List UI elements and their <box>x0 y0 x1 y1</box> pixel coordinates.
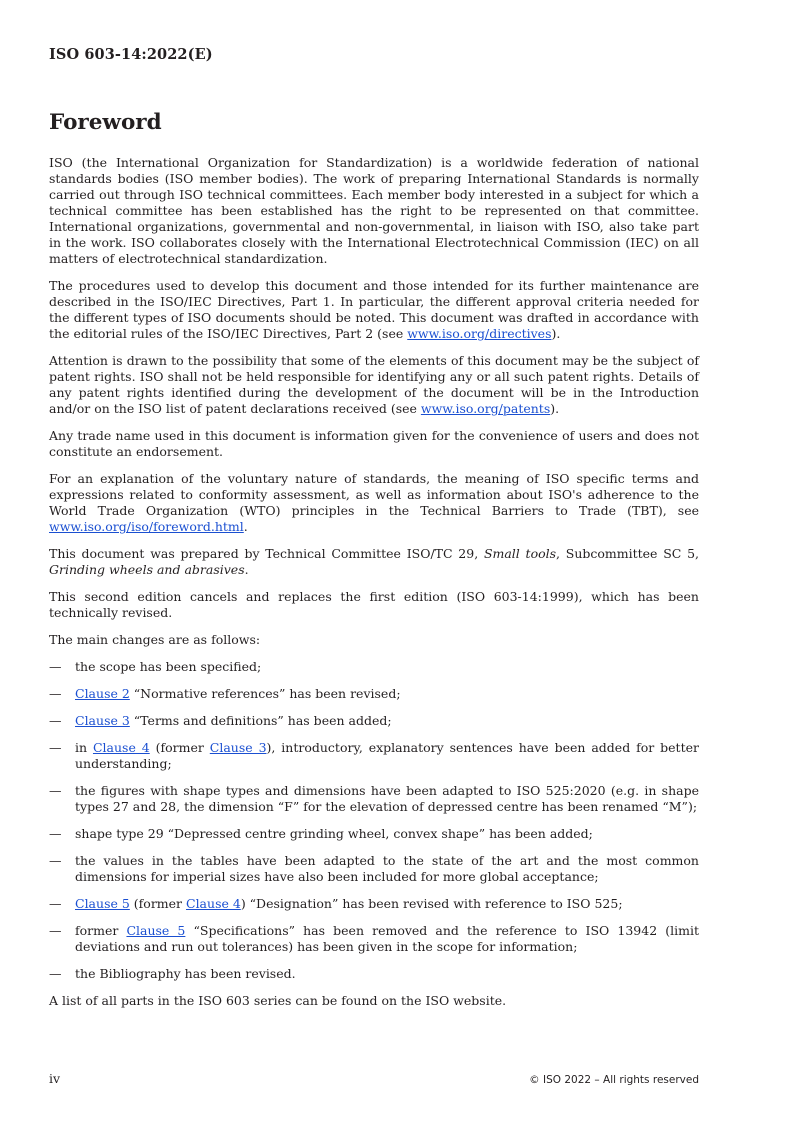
clause-3-link[interactable]: Clause 3 <box>209 740 267 755</box>
paragraph-procedures: The procedures used to develop this document and those intended for its further maintenance are described in the ISO/IEC Directives, Part 1. In particular, the different approval criteria needed for the different types of ISO documents should be noted. This document was drafted in accordance with the editorial rules of the ISO/IEC Directives, Part 2 (see www.iso.org/directives). <box>49 278 699 341</box>
directives-link[interactable]: www.iso.org/directives <box>407 326 552 341</box>
list-item: — former Clause 5 “Specifications” has been removed and the reference to ISO 13942 (limit deviations and run out tolerances) has been given in the scope for information; <box>49 923 699 954</box>
paragraph-patents: Attention is drawn to the possibility that some of the elements of this document may be the subject of patent rights. ISO shall not be held responsible for identifying any or all such patent rights. Details of any patent rights identified during the development of the document will be in the Introduction and/or on the ISO list of patent declarations received (see www.iso.org/patents). <box>49 353 699 416</box>
list-item: — the values in the tables have been adapted to the state of the art and the most common dimensions for imperial sizes have also been included for more global acceptance; <box>49 853 699 884</box>
clause-3-link[interactable]: Clause 3 <box>75 713 130 728</box>
list-item: — the Bibliography has been revised. <box>49 966 296 981</box>
foreword-link[interactable]: www.iso.org/iso/foreword.html <box>49 519 244 534</box>
page-number: iv <box>49 1071 61 1086</box>
list-item: — in Clause 4 (former Clause 3), introductory, explanatory sentences have been added for better understanding; <box>49 740 699 771</box>
changes-list <box>49 659 699 982</box>
clause-4-link[interactable]: Clause 4 <box>186 896 241 911</box>
list-item: — the scope has been specified; <box>49 659 262 674</box>
list-item: — Clause 3 “Terms and definitions” has been added; <box>49 713 392 728</box>
patents-link[interactable]: www.iso.org/patents <box>420 401 551 416</box>
list-item: — Clause 2 “Normative references” has been revised; <box>49 686 401 701</box>
clause-5-link[interactable]: Clause 5 <box>75 896 130 911</box>
clause-4-link[interactable]: Clause 4 <box>92 740 150 755</box>
paragraph-iso-intro: ISO (the International Organization for Standardization) is a worldwide federation of national standards bodies (ISO member bodies). The work of preparing International Standards is normally carried out through ISO technical committees. Each member body interested in a subject for which a technical committee has been established has the right to be represented on that committee. International organizations, governmental and non-governmental, in liaison with ISO, also take part in the work. ISO collaborates closely with the International Electrotechnical Commission (IEC) on all matters of electrotechnical standardization. <box>49 155 699 266</box>
paragraph-main-changes: The main changes are as follows: <box>49 632 261 647</box>
list-item: — the figures with shape types and dimensions have been adapted to ISO 525:2020 (e.g. in shape types 27 and 28, the dimension “F” for the elevation of depressed centre has been renamed “M”); <box>49 783 699 814</box>
list-item: — shape type 29 “Depressed centre grinding wheel, convex shape” has been added; <box>49 826 593 841</box>
page-title: Foreword <box>49 110 162 135</box>
foreword-body <box>49 155 699 1020</box>
paragraph-series-parts: A list of all parts in the ISO 603 series can be found on the ISO website. <box>49 993 507 1008</box>
clause-2-link[interactable]: Clause 2 <box>75 686 130 701</box>
paragraph-committee: This document was prepared by Technical Committee ISO/TC 29, Small tools, Subcommittee SC 5, Grinding wheels and abrasives. <box>49 546 699 577</box>
paragraph-trade-name: Any trade name used in this document is information given for the convenience of users and does not constitute an endorsement. <box>49 428 699 459</box>
paragraph-voluntary-nature: For an explanation of the voluntary nature of standards, the meaning of ISO specific terms and expressions related to conformity assessment, as well as information about ISO's adherence to the World Trade Organization (WTO) principles in the Technical Barriers to Trade (TBT), see www.iso.org/iso/foreword.html. <box>49 471 699 534</box>
document-identifier: ISO 603-14:2022(E) <box>49 46 213 63</box>
copyright-notice: © ISO 2022 – All rights reserved <box>529 1074 699 1086</box>
list-item: — Clause 5 (former Clause 4) “Designation” has been revised with reference to ISO 525; <box>49 896 623 911</box>
clause-5-link[interactable]: Clause 5 <box>126 923 186 938</box>
paragraph-edition: This second edition cancels and replaces the first edition (ISO 603-14:1999), which has been technically revised. <box>49 589 699 620</box>
